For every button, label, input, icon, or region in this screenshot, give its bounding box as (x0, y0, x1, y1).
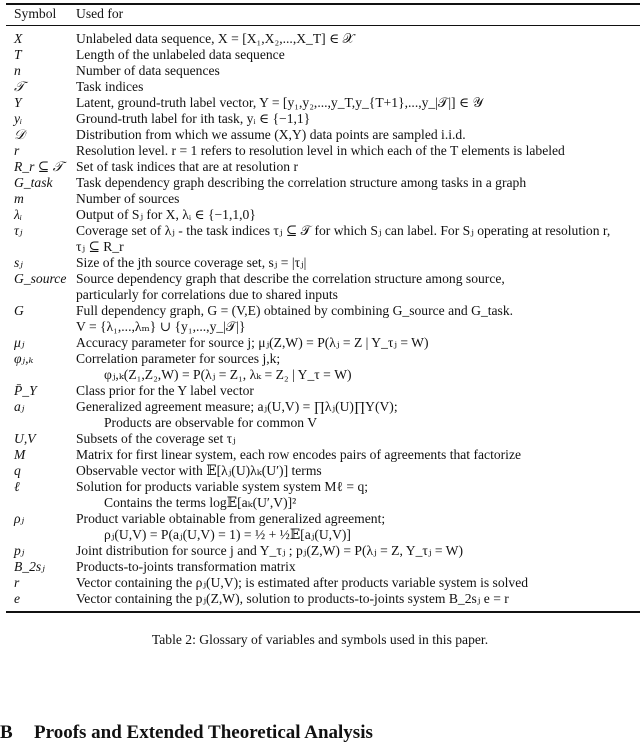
row-description: Resolution level. r = 1 refers to resolution level in which each of the T elements is labeled (76, 143, 565, 158)
row-symbol: ρⱼ (14, 511, 25, 526)
row-symbol: G_task (14, 175, 53, 190)
table-row (0, 127, 640, 143)
row-symbol: n (14, 63, 21, 78)
table-row (0, 111, 640, 127)
table-row (0, 207, 640, 223)
table-row (0, 559, 640, 575)
row-description: Number of sources (76, 191, 180, 206)
row-description: Set of task indices that are at resolution r (76, 159, 298, 174)
row-symbol: r (14, 143, 20, 158)
row-symbol: sⱼ (14, 255, 23, 270)
table-row (0, 399, 640, 415)
table-row (0, 511, 640, 527)
row-description: Coverage set of λⱼ - the task indices τⱼ ⊆ 𝒯 for which Sⱼ can label. For Sⱼ operating at resolution r, (76, 223, 611, 238)
row-description: Product variable obtainable from generalized agreement; (76, 511, 386, 526)
table-row (0, 351, 640, 367)
table-bottom-rule (6, 611, 640, 613)
table-row (0, 335, 640, 351)
table-row (0, 47, 640, 63)
row-symbol: μⱼ (14, 335, 25, 350)
row-description: Unlabeled data sequence, X = [X₁,X₂,...,X_T] ∈ 𝒳 (76, 31, 355, 46)
table-row (0, 287, 640, 303)
row-description: Joint distribution for source j and Y_τⱼ ; pⱼ(Z,W) = P(λⱼ = Z, Y_τⱼ = W) (76, 543, 463, 558)
row-symbol: X (14, 31, 23, 46)
row-symbol: aⱼ (14, 399, 25, 414)
row-description: Task indices (76, 79, 144, 94)
table-row (0, 415, 640, 431)
table-row (0, 479, 640, 495)
row-symbol: ℓ (14, 479, 20, 494)
table-row (0, 95, 640, 111)
row-description: Class prior for the Y label vector (76, 383, 254, 398)
row-symbol: M (14, 447, 26, 462)
row-symbol: m (14, 191, 24, 206)
row-description: Latent, ground-truth label vector, Y = [y₁,y₂,...,y_T,y_{T+1},...,y_|𝒯|] ∈ 𝒴 (76, 95, 484, 110)
table-row (0, 447, 640, 463)
row-description: Products are observable for common V (104, 415, 318, 430)
table-row (0, 431, 640, 447)
row-description: Vector containing the ρⱼ(U,V); is estimated after products variable system is solved (76, 575, 529, 590)
row-symbol: P̄_Y (14, 383, 37, 398)
row-symbol: λᵢ (14, 207, 23, 222)
row-description: Output of Sⱼ for X, λᵢ ∈ {−1,1,0} (76, 207, 256, 222)
table-row (0, 239, 640, 255)
table-row (0, 367, 640, 383)
row-symbol: 𝒟 (14, 127, 25, 142)
section-number: B (0, 722, 13, 743)
row-description: Full dependency graph, G = (V,E) obtained by combining G_source and G_task. (76, 303, 514, 318)
table-row (0, 255, 640, 271)
row-description: Vector containing the pⱼ(Z,W), solution to products-to-joints system B_2sⱼ e = r (76, 591, 509, 606)
table-row (0, 383, 640, 399)
table-row (0, 175, 640, 191)
table-row (0, 31, 640, 47)
row-symbol: Y (14, 95, 22, 110)
row-symbol: 𝒯 (14, 79, 25, 94)
row-description: Size of the jth source coverage set, sⱼ = |τⱼ| (76, 255, 307, 270)
row-symbol: φⱼ,ₖ (14, 351, 34, 366)
row-symbol: τⱼ (14, 223, 23, 238)
table-row (0, 159, 640, 175)
row-description: Subsets of the coverage set τⱼ (76, 431, 236, 446)
section-title: Proofs and Extended Theoretical Analysis (34, 722, 373, 743)
row-description: Correlation parameter for sources j,k; (76, 351, 281, 366)
table-row (0, 319, 640, 335)
row-description: particularly for correlations due to shared inputs (76, 287, 338, 302)
table-row (0, 527, 640, 543)
table-row (0, 223, 640, 239)
row-description: ρⱼ(U,V) = P(aⱼ(U,V) = 1) = ½ + ½𝔼[aⱼ(U,V)] (104, 527, 351, 542)
table-row (0, 303, 640, 319)
row-description: Products-to-joints transformation matrix (76, 559, 296, 574)
table-row (0, 575, 640, 591)
table-row (0, 591, 640, 607)
table-row (0, 495, 640, 511)
table-row (0, 463, 640, 479)
table-row (0, 191, 640, 207)
row-description: Source dependency graph that describe the correlation structure among source, (76, 271, 505, 286)
header-symbol: Symbol (14, 6, 57, 21)
row-description: Solution for products variable system system Mℓ = q; (76, 479, 369, 494)
row-symbol: U,V (14, 431, 36, 446)
row-symbol: q (14, 463, 21, 478)
table-top-rule (6, 3, 640, 5)
row-symbol: B_2sⱼ (14, 559, 45, 574)
table-row (0, 543, 640, 559)
row-description: Number of data sequences (76, 63, 220, 78)
row-description: Matrix for first linear system, each row encodes pairs of agreements that factorize (76, 447, 522, 462)
header-used-for: Used for (76, 6, 124, 21)
row-description: φⱼ,ₖ(Z₁,Z₂,W) = P(λⱼ = Z₁, λₖ = Z₂ | Y_τ = W) (104, 367, 352, 382)
row-symbol: T (14, 47, 22, 62)
row-symbol: R_r ⊆ 𝒯 (14, 159, 63, 174)
row-symbol: r (14, 575, 20, 590)
table-header-rule (6, 25, 640, 26)
table-row (0, 79, 640, 95)
row-symbol: e (14, 591, 21, 606)
table-row (0, 271, 640, 287)
row-description: Length of the unlabeled data sequence (76, 47, 285, 62)
row-description: Generalized agreement measure; aⱼ(U,V) = ∏λⱼ(U)∏Y(V); (76, 399, 398, 414)
row-symbol: G_source (14, 271, 67, 286)
row-symbol: yᵢ (14, 111, 23, 126)
table-row (0, 63, 640, 79)
row-symbol: pⱼ (14, 543, 25, 558)
row-description: τⱼ ⊆ R_r (76, 239, 124, 254)
table-caption: Table 2: Glossary of variables and symbols used in this paper. (151, 632, 489, 647)
table-row (0, 143, 640, 159)
row-description: Accuracy parameter for source j; μⱼ(Z,W) = P(λⱼ = Z | Y_τⱼ = W) (76, 335, 429, 350)
row-description: V = {λ₁,...,λₘ} ∪ {y₁,...,y_|𝒯|} (76, 319, 246, 334)
row-description: Ground-truth label for ith task, yᵢ ∈ {−1,1} (76, 111, 311, 126)
row-description: Task dependency graph describing the correlation structure among tasks in a graph (76, 175, 527, 190)
row-description: Observable vector with 𝔼[λⱼ(U)λₖ(U′)] terms (76, 463, 322, 478)
row-symbol: G (14, 303, 24, 318)
row-description: Contains the terms log𝔼[aₖ(U′,V)]² (104, 495, 297, 510)
row-description: Distribution from which we assume (X,Y) data points are sampled i.i.d. (76, 127, 466, 142)
